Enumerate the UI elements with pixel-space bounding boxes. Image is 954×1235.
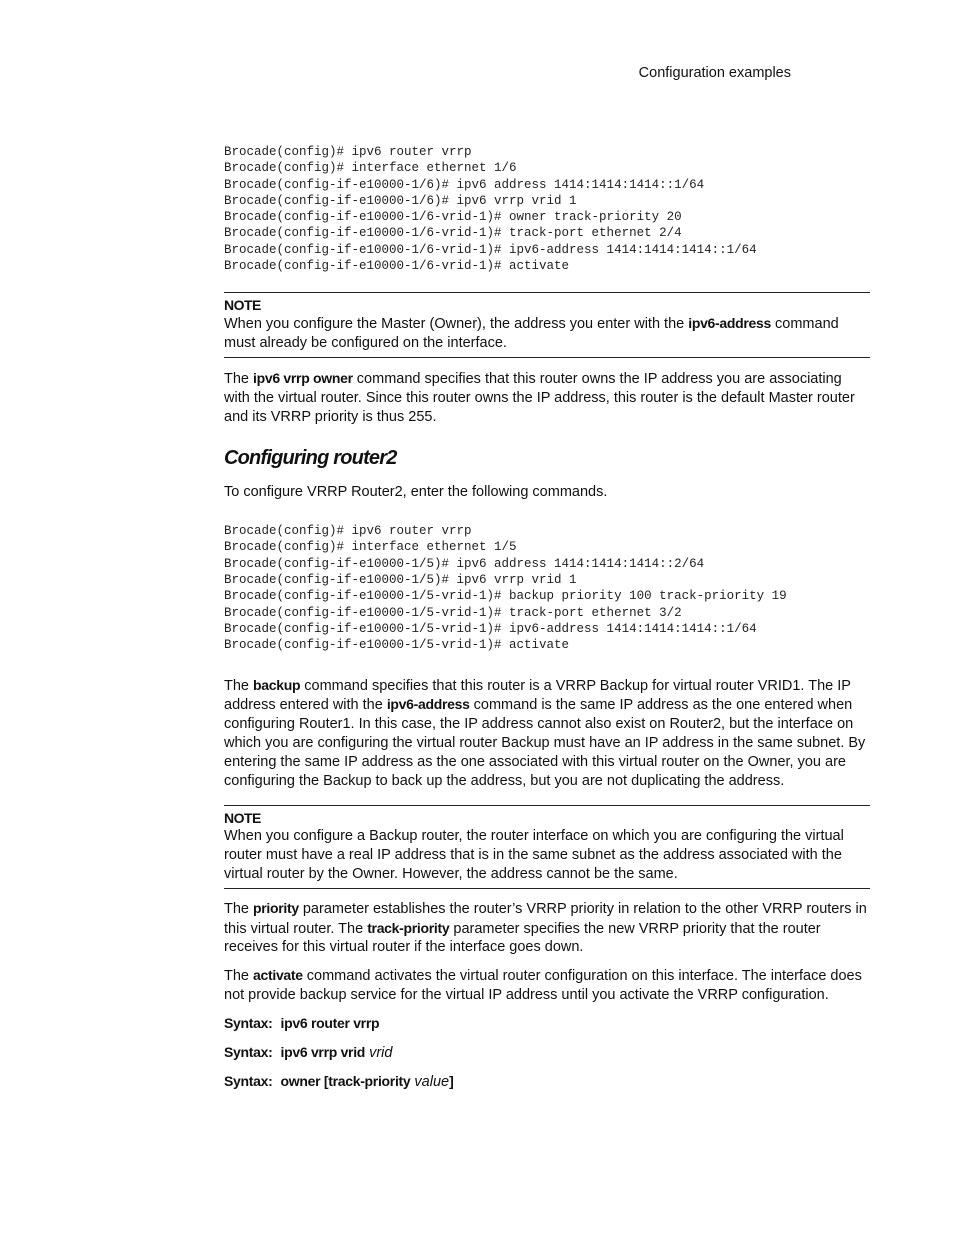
code-block-router2 bbox=[224, 523, 870, 653]
syntax-command: ipv6 vrrp vrid bbox=[280, 1043, 366, 1060]
command-name: activate bbox=[253, 967, 303, 984]
page-content bbox=[224, 144, 870, 1092]
code-line: Brocade(config-if-e10000-1/5-vrid-1)# ipv6-address 1414:1414:1414::1/64 bbox=[224, 621, 757, 636]
section-heading: Configuring router2 bbox=[224, 447, 397, 470]
command-name: track-priority bbox=[367, 919, 450, 936]
code-line: Brocade(config)# interface ethernet 1/5 bbox=[224, 540, 517, 555]
note-title: NOTE bbox=[224, 297, 261, 314]
syntax-argument: vrid bbox=[369, 1044, 393, 1061]
code-line: Brocade(config-if-e10000-1/5)# ipv6 vrrp vrid 1 bbox=[224, 573, 577, 588]
command-name: backup bbox=[253, 676, 301, 693]
command-name: priority bbox=[253, 899, 299, 916]
code-line: Brocade(config)# ipv6 router vrrp bbox=[224, 524, 472, 539]
command-name: ipv6-address bbox=[386, 696, 470, 713]
syntax-label: Syntax: bbox=[224, 1014, 273, 1031]
paragraph-backup: The backup command specifies that this router is a VRRP Backup for virtual router VRID1. The IP address entered with the ipv6-address command is the same IP address as the one entered when configuring Router1. In this case, the IP address cannot also exist on Router2, but the interface on which you are configuring the virtual router Backup must have an IP address in the same subnet. By entering the same IP address as the one associated with this virtual router on the Owner, you are configuring the Backup to back up the address, but you are not duplicating the address. bbox=[224, 676, 866, 789]
code-line: Brocade(config-if-e10000-1/5-vrid-1)# activate bbox=[224, 638, 570, 653]
code-line: Brocade(config-if-e10000-1/6-vrid-1)# activate bbox=[224, 259, 570, 274]
note-text: When you configure the Master (Owner), the address you enter with the ipv6-address command must already be configured on the interface. bbox=[224, 315, 839, 352]
code-block-router1 bbox=[224, 144, 870, 274]
code-line: Brocade(config-if-e10000-1/6-vrid-1)# track-port ethernet 2/4 bbox=[224, 226, 682, 241]
running-header: Configuration examples bbox=[638, 65, 791, 81]
code-line: Brocade(config)# ipv6 router vrrp bbox=[224, 145, 472, 159]
syntax-line bbox=[224, 1043, 870, 1063]
paragraph-priority: The priority parameter establishes the router’s VRRP priority in relation to the other VRRP routers in this virtual router. The track-priority parameter specifies the new VRRP priority that the router receives for this virtual router if the interface goes down. bbox=[224, 899, 867, 956]
paragraph-owner: The ipv6 vrrp owner command specifies that this router owns the IP address you are associating with the virtual router. Since this router owns the IP address, this router is the default Master router and its VRRP priority is thus 255. bbox=[224, 369, 855, 425]
intro-text: To configure VRRP Router2, enter the following commands. bbox=[224, 484, 608, 501]
syntax-line bbox=[224, 1014, 870, 1034]
code-line: Brocade(config)# interface ethernet 1/6 bbox=[224, 161, 517, 176]
syntax-label: Syntax: bbox=[224, 1043, 273, 1060]
code-line: Brocade(config-if-e10000-1/5-vrid-1)# backup priority 100 track-priority 19 bbox=[224, 589, 787, 604]
syntax-command: ipv6 router vrrp bbox=[280, 1014, 380, 1031]
note-backup-router bbox=[224, 805, 870, 888]
code-line: Brocade(config-if-e10000-1/5-vrid-1)# track-port ethernet 3/2 bbox=[224, 605, 682, 620]
paragraph-activate: The activate command activates the virtual router configuration on this interface. The interface does not provide backup service for the virtual IP address until you activate the VRRP configuration. bbox=[224, 967, 862, 1003]
code-line: Brocade(config-if-e10000-1/6)# ipv6 vrrp vrid 1 bbox=[224, 193, 577, 208]
note-text: When you configure a Backup router, the router interface on which you are configuring the virtual router must have a real IP address that is in the same subnet as the address associated with the virtual router by the Owner. However, the address cannot be the same. bbox=[224, 828, 844, 882]
syntax-label: Syntax: bbox=[224, 1072, 273, 1089]
code-line: Brocade(config-if-e10000-1/6-vrid-1)# owner track-priority 20 bbox=[224, 210, 682, 225]
command-name: ipv6-address bbox=[688, 315, 772, 332]
syntax-argument: value bbox=[414, 1073, 450, 1090]
code-line: Brocade(config-if-e10000-1/6-vrid-1)# ipv6-address 1414:1414:1414::1/64 bbox=[224, 242, 757, 257]
syntax-command: owner [track-priority bbox=[280, 1072, 411, 1089]
code-line: Brocade(config-if-e10000-1/6)# ipv6 address 1414:1414:1414::1/64 bbox=[224, 177, 705, 192]
note-master-owner bbox=[224, 292, 870, 358]
note-title: NOTE bbox=[224, 810, 261, 827]
command-name: ipv6 vrrp owner bbox=[253, 369, 353, 386]
syntax-line: Syntax: owner [track-priority value] bbox=[224, 1072, 454, 1090]
code-line: Brocade(config-if-e10000-1/5)# ipv6 address 1414:1414:1414::2/64 bbox=[224, 556, 705, 571]
